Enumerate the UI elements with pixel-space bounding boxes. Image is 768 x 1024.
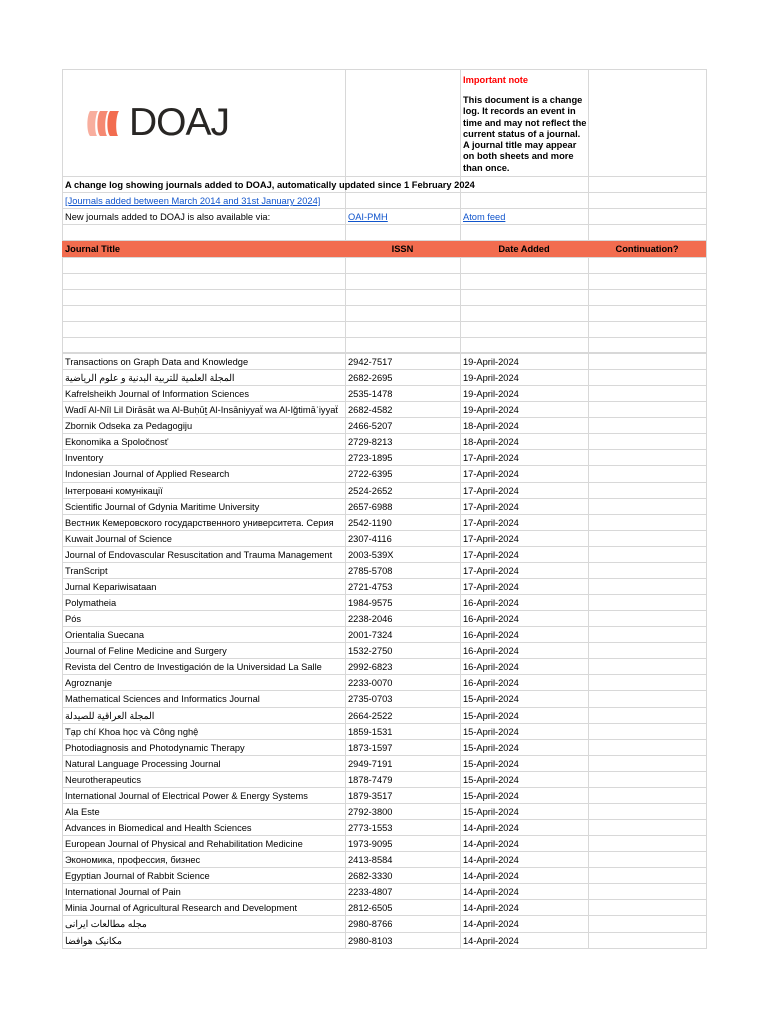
journal-title-cell[interactable]: Polymatheia [65, 598, 117, 609]
journal-title-cell[interactable]: Вестник Кемеровского государственного университета. Серия [65, 517, 334, 528]
journal-title-cell[interactable]: Revista del Centro de Investigación de la Universidad La Salle [65, 662, 322, 673]
issn-cell[interactable]: 2812-6505 [348, 903, 393, 914]
continuation-cell[interactable] [588, 691, 706, 706]
date-added-cell[interactable]: 17-April-2024 [463, 453, 519, 464]
table-row [62, 883, 706, 899]
empty-row [62, 337, 706, 353]
date-added-cell[interactable]: 17-April-2024 [463, 565, 519, 576]
date-added-cell[interactable]: 15-April-2024 [463, 710, 519, 721]
date-added-cell[interactable]: 15-April-2024 [463, 774, 519, 785]
table-row [62, 707, 706, 723]
table-row [62, 819, 706, 835]
journal-title-cell[interactable]: Tạp chí Khoa học và Công nghệ [65, 726, 199, 737]
column-header-title[interactable]: Journal Title [62, 241, 345, 257]
issn-cell[interactable]: 2992-6823 [348, 662, 393, 673]
date-added-cell[interactable]: 17-April-2024 [463, 549, 519, 560]
date-added-cell[interactable]: 18-April-2024 [463, 437, 519, 448]
oai-pmh-link[interactable]: OAI-PMH [348, 212, 388, 222]
continuation-cell[interactable] [588, 611, 706, 626]
journal-title-cell[interactable]: Jurnal Kepariwisataan [65, 581, 157, 592]
heading-row [62, 176, 706, 192]
date-added-cell[interactable]: 15-April-2024 [463, 726, 519, 737]
journal-title-cell[interactable]: Advances in Biomedical and Health Sciences [65, 823, 252, 834]
date-added-cell[interactable]: 16-April-2024 [463, 630, 519, 641]
journal-title-cell[interactable]: Ala Este [65, 806, 100, 817]
atom-feed-link[interactable]: Atom feed [463, 212, 506, 222]
continuation-cell[interactable] [588, 836, 706, 851]
continuation-cell[interactable] [588, 450, 706, 465]
date-added-cell[interactable]: 14-April-2024 [463, 855, 519, 866]
date-added-cell[interactable]: 19-April-2024 [463, 389, 519, 400]
issn-cell[interactable]: 1973-9095 [348, 839, 393, 850]
continuation-cell[interactable] [588, 370, 706, 385]
journal-title-cell[interactable]: European Journal of Physical and Rehabilitation Medicine [65, 839, 303, 850]
issn-cell[interactable]: 2307-4116 [348, 533, 392, 544]
empty-row [62, 273, 706, 289]
journal-title-cell[interactable]: Egyptian Journal of Rabbit Science [65, 871, 210, 882]
journal-title-cell[interactable]: Neurotherapeutics [65, 774, 141, 785]
continuation-cell[interactable] [588, 740, 706, 755]
date-added-cell[interactable]: 14-April-2024 [463, 823, 519, 834]
continuation-cell[interactable] [588, 483, 706, 498]
issn-cell[interactable]: 1873-1597 [348, 742, 393, 753]
table-row [62, 578, 706, 594]
date-added-cell[interactable]: 14-April-2024 [463, 903, 519, 914]
journal-title-cell[interactable]: المجلة العراقية للصيدلة [65, 710, 155, 721]
date-added-cell[interactable]: 19-April-2024 [463, 357, 519, 367]
date-added-cell[interactable]: 15-April-2024 [463, 694, 519, 705]
issn-cell[interactable]: 2792-3800 [348, 806, 393, 817]
continuation-cell[interactable] [588, 563, 706, 578]
journal-title-cell[interactable]: Kuwait Journal of Science [65, 533, 172, 544]
date-added-cell[interactable]: 15-April-2024 [463, 742, 519, 753]
date-added-cell[interactable]: 15-April-2024 [463, 806, 519, 817]
date-added-cell[interactable]: 17-April-2024 [463, 501, 519, 512]
continuation-cell[interactable] [588, 627, 706, 642]
issn-cell[interactable]: 2682-3330 [348, 871, 393, 882]
issn-cell[interactable]: 2949-7191 [348, 758, 393, 769]
journal-title-cell[interactable]: Indonesian Journal of Applied Research [65, 469, 230, 480]
issn-cell[interactable]: 2664-2522 [348, 710, 393, 721]
date-added-cell[interactable]: 17-April-2024 [463, 469, 519, 480]
continuation-cell[interactable] [588, 547, 706, 562]
issn-cell[interactable]: 2535-1478 [348, 389, 393, 400]
issn-cell[interactable]: 2723-1895 [348, 453, 393, 464]
table-row [62, 851, 706, 867]
issn-cell[interactable]: 2413-8584 [348, 855, 393, 866]
issn-cell[interactable]: 2238-2046 [348, 614, 393, 625]
table-row [62, 433, 706, 449]
continuation-cell[interactable] [588, 724, 706, 739]
date-added-cell[interactable]: 19-April-2024 [463, 405, 519, 416]
issn-cell[interactable]: 2980-8103 [348, 935, 393, 946]
table-row [62, 514, 706, 530]
doaj-logo-text: DOAJ [129, 101, 230, 144]
table-row [62, 674, 706, 690]
table-row [62, 353, 706, 369]
continuation-cell[interactable] [588, 675, 706, 690]
column-header-issn[interactable]: ISSN [345, 241, 460, 257]
issn-cell[interactable]: 2466-5207 [348, 421, 393, 432]
grid-line [706, 69, 707, 949]
table-row [62, 915, 706, 931]
issn-cell[interactable]: 2722-6395 [348, 469, 393, 480]
journal-title-cell[interactable]: المجلة العلمية للتربية البدنية و علوم الرياضية [65, 373, 235, 384]
date-added-cell[interactable]: 16-April-2024 [463, 678, 519, 689]
table-row [62, 803, 706, 819]
table-row [62, 899, 706, 915]
issn-cell[interactable]: 2735-0703 [348, 694, 393, 705]
empty-row [62, 321, 706, 337]
journal-title-cell[interactable]: International Journal of Electrical Power & Energy Systems [65, 790, 308, 801]
table-row [62, 771, 706, 787]
date-added-cell[interactable]: 17-April-2024 [463, 485, 519, 496]
table-row [62, 739, 706, 755]
table-row [62, 594, 706, 610]
continuation-cell[interactable] [588, 708, 706, 723]
issn-cell[interactable]: 2542-1190 [348, 517, 392, 528]
continuation-cell[interactable] [588, 772, 706, 787]
doaj-logo [85, 103, 229, 143]
issn-cell[interactable]: 2682-4582 [348, 405, 393, 416]
table-row [62, 690, 706, 706]
issn-cell[interactable]: 1532-2750 [348, 646, 393, 657]
table-row [62, 465, 706, 481]
issn-cell[interactable]: 2233-0070 [348, 678, 393, 689]
journal-title-cell[interactable]: Kafrelsheikh Journal of Information Sciences [65, 389, 249, 400]
issn-cell[interactable]: 1879-3517 [348, 790, 393, 801]
date-added-cell[interactable]: 19-April-2024 [463, 373, 519, 384]
issn-cell[interactable]: 2729-8213 [348, 437, 393, 448]
table-row [62, 932, 706, 948]
issn-cell[interactable]: 2001-7324 [348, 630, 393, 641]
empty-row [62, 289, 706, 305]
table-row [62, 482, 706, 498]
date-added-cell[interactable]: 14-April-2024 [463, 919, 519, 930]
date-added-cell[interactable]: 16-April-2024 [463, 598, 519, 609]
table-row [62, 787, 706, 803]
journal-title-cell[interactable]: Journal of Endovascular Resuscitation and Trauma Management [65, 549, 333, 560]
continuation-cell[interactable] [588, 916, 706, 931]
journal-title-cell[interactable]: Wadī Al-Nīl Lil Dirāsāt wa Al-Buḥūṯ Al-Insāniyyaẗ wa Al-Iǧtimāʿiyyaẗ [65, 405, 338, 416]
journal-title-cell[interactable]: Scientific Journal of Gdynia Maritime University [65, 501, 260, 512]
journal-title-cell[interactable]: Інтегровані комунікації [65, 485, 163, 496]
available-via-label[interactable]: New journals added to DOAJ is also available via: [65, 212, 271, 222]
issn-cell[interactable]: 1859-1531 [348, 726, 393, 737]
continuation-cell[interactable] [588, 756, 706, 771]
journal-title-cell[interactable]: Journal of Feline Medicine and Surgery [65, 646, 227, 657]
issn-cell[interactable]: 2773-1553 [348, 823, 393, 834]
continuation-cell[interactable] [588, 418, 706, 433]
table-row [62, 658, 706, 674]
date-added-cell[interactable]: 15-April-2024 [463, 790, 519, 801]
doaj-logo-mark-icon [85, 107, 125, 140]
table-row [62, 369, 706, 385]
journal-title-cell[interactable]: Transactions on Graph Data and Knowledge [65, 357, 249, 367]
table-row [62, 723, 706, 739]
journal-title-cell[interactable]: Экономика, профессия, бизнес [65, 855, 201, 866]
issn-cell[interactable]: 2657-6988 [348, 501, 393, 512]
table-row [62, 562, 706, 578]
issn-cell[interactable]: 2682-2695 [348, 373, 393, 384]
column-header-continuation[interactable]: Continuation? [588, 241, 706, 257]
issn-cell[interactable]: 2524-2652 [348, 485, 393, 496]
table-row [62, 626, 706, 642]
table-row [62, 385, 706, 401]
issn-cell[interactable]: 2980-8766 [348, 919, 393, 930]
journal-title-cell[interactable]: Ekonomika a Spoločnosť [65, 437, 169, 448]
important-note-cell[interactable] [460, 70, 588, 176]
issn-cell[interactable]: 2721-4753 [348, 581, 393, 592]
journal-title-cell[interactable]: International Journal of Pain [65, 887, 181, 898]
date-added-cell[interactable]: 16-April-2024 [463, 646, 519, 657]
column-header-row [62, 240, 706, 257]
issn-cell[interactable]: 1984-9575 [348, 598, 393, 609]
journal-title-cell[interactable]: مجله مطالعات ایرانی [65, 919, 147, 930]
journal-title-cell[interactable]: TranScript [65, 565, 108, 576]
continuation-cell[interactable] [588, 531, 706, 546]
table-row [62, 546, 706, 562]
table-row [62, 449, 706, 465]
journal-title-cell[interactable]: Natural Language Processing Journal [65, 758, 221, 769]
journal-title-cell[interactable]: Agroznanje [65, 678, 113, 689]
continuation-cell[interactable] [588, 595, 706, 610]
continuation-cell[interactable] [588, 659, 706, 674]
date-added-cell[interactable]: 17-April-2024 [463, 581, 519, 592]
issn-cell[interactable]: 2942-7517 [348, 357, 393, 367]
column-header-date[interactable]: Date Added [460, 241, 588, 257]
journal-title-cell[interactable]: مکانیک هوافضا [65, 935, 122, 946]
available-via-row [62, 208, 706, 224]
date-added-cell[interactable]: 15-April-2024 [463, 758, 519, 769]
date-added-cell[interactable]: 14-April-2024 [463, 887, 519, 898]
continuation-cell[interactable] [588, 900, 706, 915]
table-row [62, 530, 706, 546]
continuation-cell[interactable] [588, 868, 706, 883]
continuation-cell[interactable] [588, 579, 706, 594]
continuation-cell[interactable] [588, 386, 706, 401]
continuation-cell[interactable] [588, 933, 706, 948]
important-note-title: Important note [463, 75, 529, 85]
table-row [62, 401, 706, 417]
important-note-body: This document is a change log. It records an event in time and may not reflect the current status of a journal. A journal title may appear on both sheets and more than once. [463, 95, 587, 173]
empty-row [62, 305, 706, 321]
table-row [62, 867, 706, 883]
journal-title-cell[interactable]: Minia Journal of Agricultural Research and Development [65, 903, 298, 914]
continuation-cell[interactable] [588, 884, 706, 899]
table-row [62, 642, 706, 658]
continuation-cell[interactable] [588, 434, 706, 449]
issn-cell[interactable]: 2233-4807 [348, 887, 393, 898]
issn-cell[interactable]: 2785-5708 [348, 565, 393, 576]
continuation-cell[interactable] [588, 515, 706, 530]
continuation-cell[interactable] [588, 852, 706, 867]
journal-title-cell[interactable]: Zbornik Odseka za Pedagogiju [65, 421, 193, 432]
continuation-cell[interactable] [588, 499, 706, 514]
spacer-row [62, 224, 706, 240]
table-row [62, 610, 706, 626]
table-row [62, 755, 706, 771]
journal-title-cell[interactable]: Pós [65, 614, 82, 625]
changelog-heading[interactable]: A change log showing journals added to DOAJ, automatically updated since 1 February 2024 [65, 180, 475, 190]
prior-link-row [62, 192, 706, 208]
table-row [62, 835, 706, 851]
issn-cell[interactable]: 1878-7479 [348, 774, 393, 785]
date-added-cell[interactable]: 14-April-2024 [463, 935, 519, 946]
continuation-cell[interactable] [588, 788, 706, 803]
journal-title-cell[interactable]: Mathematical Sciences and Informatics Journal [65, 694, 260, 705]
continuation-cell[interactable] [588, 466, 706, 481]
journal-title-cell[interactable]: Orientalia Suecana [65, 630, 145, 641]
date-added-cell[interactable]: 14-April-2024 [463, 839, 519, 850]
empty-row [62, 257, 706, 273]
date-added-cell[interactable]: 18-April-2024 [463, 421, 519, 432]
date-added-cell[interactable]: 17-April-2024 [463, 533, 519, 544]
date-added-cell[interactable]: 16-April-2024 [463, 662, 519, 673]
date-added-cell[interactable]: 16-April-2024 [463, 614, 519, 625]
date-added-cell[interactable]: 17-April-2024 [463, 517, 519, 528]
continuation-cell[interactable] [588, 354, 706, 369]
continuation-cell[interactable] [588, 804, 706, 819]
table-row [62, 417, 706, 433]
continuation-cell[interactable] [588, 820, 706, 835]
prior-journals-link[interactable]: [Journals added between March 2014 and 31st January 2024] [65, 196, 321, 206]
issn-cell[interactable]: 2003-539X [348, 549, 394, 560]
journal-title-cell[interactable]: Inventory [65, 453, 104, 464]
continuation-cell[interactable] [588, 643, 706, 658]
table-bottom-border [62, 948, 706, 949]
continuation-cell[interactable] [588, 402, 706, 417]
journal-title-cell[interactable]: Photodiagnosis and Photodynamic Therapy [65, 742, 245, 753]
date-added-cell[interactable]: 14-April-2024 [463, 871, 519, 882]
table-row [62, 498, 706, 514]
